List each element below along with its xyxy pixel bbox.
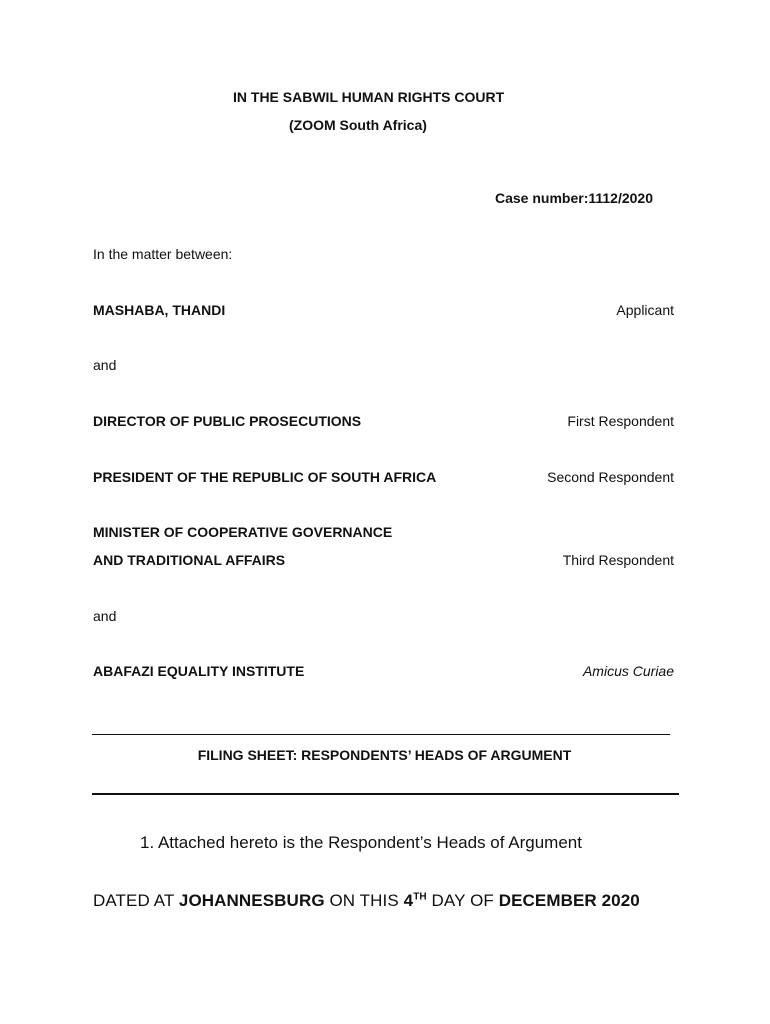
first-respondent-name: DIRECTOR OF PUBLIC PROSECUTIONS: [93, 413, 362, 429]
and-separator-2: and: [93, 608, 117, 624]
second-respondent-role: Second Respondent: [547, 469, 674, 485]
third-respondent-name-line2: AND TRADITIONAL AFFAIRS: [93, 552, 286, 568]
underscore-rule: [92, 734, 670, 735]
dated-mid2: DAY OF: [426, 891, 499, 910]
dated-place: JOHANNESBURG: [178, 891, 325, 910]
matter-intro: In the matter between:: [93, 246, 233, 262]
attachment-item: 1. Attached hereto is the Respondent’s Heads of Argument: [140, 833, 582, 852]
third-respondent-name-line1: MINISTER OF COOPERATIVE GOVERNANCE: [93, 524, 393, 540]
and-separator-1: and: [93, 357, 117, 373]
filing-divider: [92, 793, 679, 795]
third-respondent-role: Third Respondent: [562, 552, 674, 568]
applicant-name: MASHABA, THANDI: [93, 302, 226, 318]
first-respondent-role: First Respondent: [567, 413, 674, 429]
dated-mid: ON THIS: [324, 891, 404, 910]
case-number: Case number:1112/2020: [495, 190, 653, 206]
court-division: (ZOOM South Africa): [289, 117, 427, 133]
filing-title: FILING SHEET: RESPONDENTS’ HEADS OF ARGUMENT: [197, 747, 572, 763]
dated-prefix: DATED AT: [93, 891, 179, 910]
dated-month-year: DECEMBER 2020: [498, 891, 640, 910]
dated-line: [93, 891, 640, 911]
applicant-role: Applicant: [616, 302, 674, 318]
dated-day-suffix: TH: [413, 891, 427, 903]
court-title: IN THE SABWIL HUMAN RIGHTS COURT: [233, 89, 505, 105]
amicus-name: ABAFAZI EQUALITY INSTITUTE: [93, 663, 305, 679]
second-respondent-name: PRESIDENT OF THE REPUBLIC OF SOUTH AFRICA: [93, 469, 437, 485]
dated-day: 4: [403, 891, 414, 910]
amicus-role: Amicus Curiae: [582, 663, 674, 679]
